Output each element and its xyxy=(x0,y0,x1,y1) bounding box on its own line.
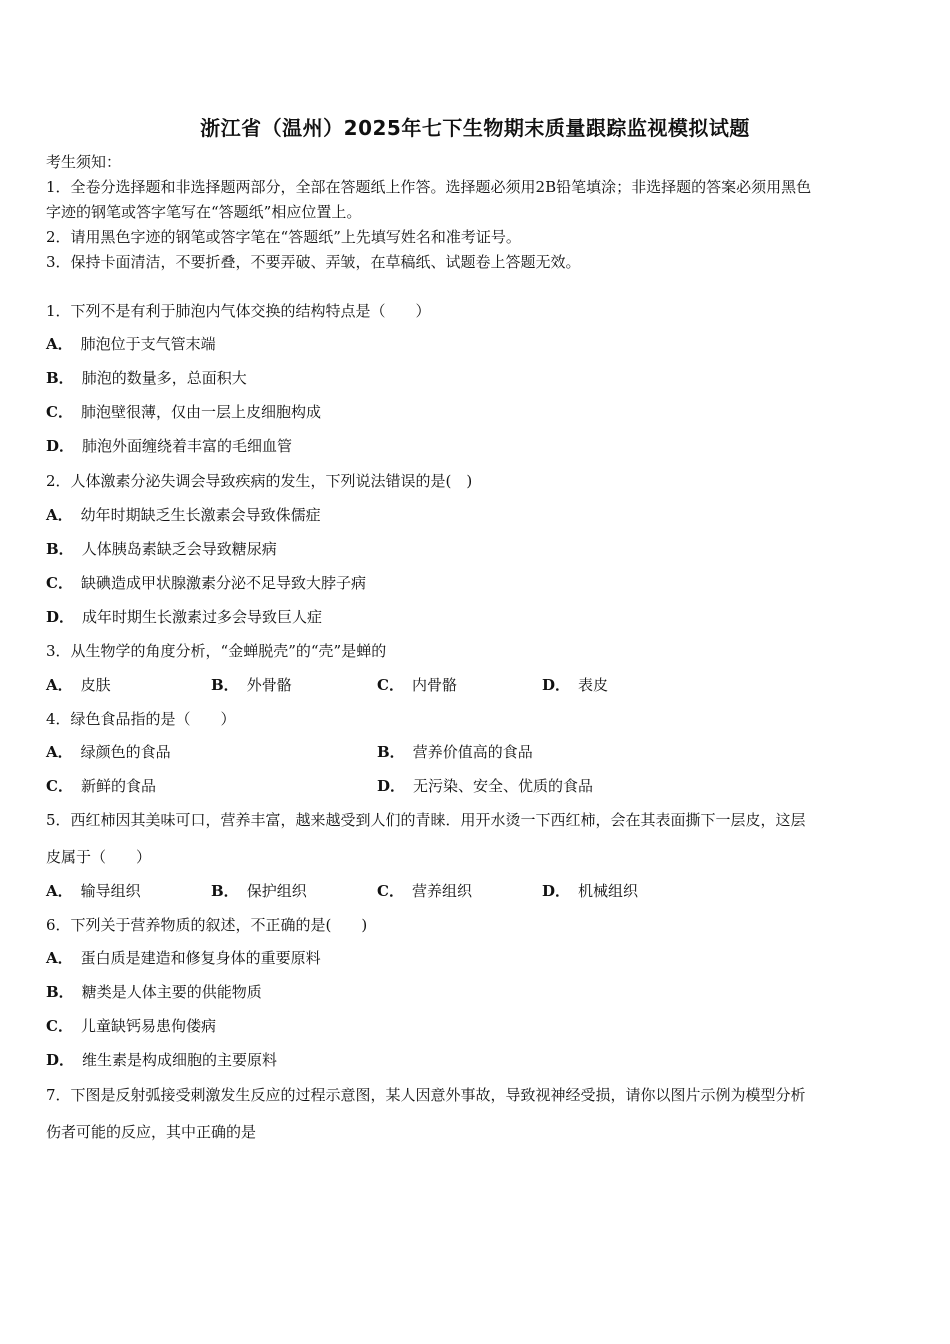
option xyxy=(46,1016,216,1036)
option-letter: B． xyxy=(46,369,74,387)
option xyxy=(377,675,457,695)
option-text: 外骨骼 xyxy=(246,676,292,694)
option xyxy=(46,742,171,762)
option xyxy=(46,881,141,901)
option xyxy=(377,881,472,901)
option xyxy=(377,776,593,796)
option-text: 无污染、安全、优质的食品 xyxy=(413,777,594,795)
option-text: 肺泡位于支气管末端 xyxy=(80,335,216,353)
option-letter: B． xyxy=(211,882,239,900)
option-text: 营养组织 xyxy=(411,882,472,900)
option-text: 幼年时期缺乏生长激素会导致侏儒症 xyxy=(80,506,321,524)
question-stem-continued: 伤者可能的反应，其中正确的是 xyxy=(46,1123,257,1141)
question-stem: 4．绿色食品指的是（ ） xyxy=(46,710,236,728)
option xyxy=(46,607,322,627)
option-text: 输导组织 xyxy=(80,882,141,900)
option-letter: B． xyxy=(211,676,239,694)
option xyxy=(46,436,292,456)
question-stem: 6．下列关于营养物质的叙述，不正确的是( ) xyxy=(46,916,368,934)
option-text: 儿童缺钙易患佝偻病 xyxy=(80,1017,216,1035)
option-text: 维生素是构成细胞的主要原料 xyxy=(82,1051,278,1069)
notice-line: 1．全卷分选择题和非选择题两部分，全部在答题纸上作答。选择题必须用2B铅笔填涂；非选择题的答案必须用黑色 xyxy=(46,178,812,196)
exam-title: 浙江省（温州）2025年七下生物期末质量跟踪监视模拟试题 xyxy=(200,116,750,140)
option xyxy=(46,776,156,796)
option-text: 表皮 xyxy=(578,676,609,694)
notice-line: 2．请用黑色字迹的钢笔或答字笔在“答题纸”上先填写姓名和准考证号。 xyxy=(46,228,521,246)
notice-line: 字迹的钢笔或答字笔写在“答题纸”相应位置上。 xyxy=(46,203,362,221)
option-text: 绿颜色的食品 xyxy=(80,743,171,761)
option-text: 肺泡壁很薄，仅由一层上皮细胞构成 xyxy=(80,403,321,421)
option xyxy=(46,402,321,422)
option-letter: D． xyxy=(46,608,75,626)
option-letter: C． xyxy=(377,882,404,900)
option xyxy=(46,573,366,593)
option-letter: D． xyxy=(542,882,571,900)
option-text: 内骨骼 xyxy=(411,676,457,694)
option-letter: C． xyxy=(377,676,404,694)
option-text: 肺泡外面缠绕着丰富的毛细血管 xyxy=(82,437,293,455)
option xyxy=(46,948,321,968)
option xyxy=(211,881,307,901)
option-text: 机械组织 xyxy=(578,882,639,900)
option-text: 皮肤 xyxy=(80,676,111,694)
option xyxy=(542,881,638,901)
option xyxy=(46,982,262,1002)
option xyxy=(46,368,247,388)
question-stem: 5．西红柿因其美味可口，营养丰富，越来越受到人们的青睐．用开水烫一下西红柿，会在其表面撕下一层皮，这层 xyxy=(46,811,806,829)
question-stem-continued: 皮属于（ ） xyxy=(46,848,152,866)
question-stem: 3．从生物学的角度分析，“金蝉脱壳”的“壳”是蝉的 xyxy=(46,642,387,660)
option-text: 成年时期生长激素过多会导致巨人症 xyxy=(82,608,323,626)
option-letter: A． xyxy=(46,949,73,967)
option xyxy=(46,539,277,559)
option-letter: C． xyxy=(46,777,73,795)
option-letter: D． xyxy=(46,437,75,455)
option-text: 新鲜的食品 xyxy=(80,777,156,795)
option-text: 人体胰岛素缺乏会导致糖尿病 xyxy=(81,540,277,558)
option-letter: A． xyxy=(46,335,73,353)
option-letter: D． xyxy=(542,676,571,694)
option-text: 肺泡的数量多，总面积大 xyxy=(81,369,247,387)
question-stem: 7．下图是反射弧接受刺激发生反应的过程示意图，某人因意外事故，导致视神经受损，请你以图片示例为模型分析 xyxy=(46,1086,806,1104)
option-letter: D． xyxy=(46,1051,75,1069)
option-letter: C． xyxy=(46,403,73,421)
option xyxy=(46,1050,277,1070)
option xyxy=(377,742,533,762)
notice-heading: 考生须知： xyxy=(46,153,122,171)
option-letter: C． xyxy=(46,574,73,592)
question-stem: 2．人体激素分泌失调会导致疾病的发生，下列说法错误的是( ) xyxy=(46,472,473,490)
option xyxy=(46,675,111,695)
option-text: 蛋白质是建造和修复身体的重要原料 xyxy=(80,949,321,967)
option-text: 缺碘造成甲状腺激素分泌不足导致大脖子病 xyxy=(80,574,366,592)
option-letter: C． xyxy=(46,1017,73,1035)
option xyxy=(46,334,216,354)
option xyxy=(211,675,292,695)
option-letter: B． xyxy=(377,743,405,761)
notice-line: 3．保持卡面清洁，不要折叠，不要弄破、弄皱，在草稿纸、试题卷上答题无效。 xyxy=(46,253,581,271)
option-letter: A． xyxy=(46,743,73,761)
option-letter: A． xyxy=(46,506,73,524)
option-letter: B． xyxy=(46,540,74,558)
option-text: 糖类是人体主要的供能物质 xyxy=(81,983,262,1001)
option xyxy=(542,675,608,695)
option-text: 保护组织 xyxy=(246,882,307,900)
option-letter: A． xyxy=(46,882,73,900)
option-letter: B． xyxy=(46,983,74,1001)
option-letter: D． xyxy=(377,777,406,795)
option xyxy=(46,505,321,525)
option-letter: A． xyxy=(46,676,73,694)
option-text: 营养价值高的食品 xyxy=(412,743,533,761)
question-stem: 1．下列不是有利于肺泡内气体交换的结构特点是（ ） xyxy=(46,302,431,320)
